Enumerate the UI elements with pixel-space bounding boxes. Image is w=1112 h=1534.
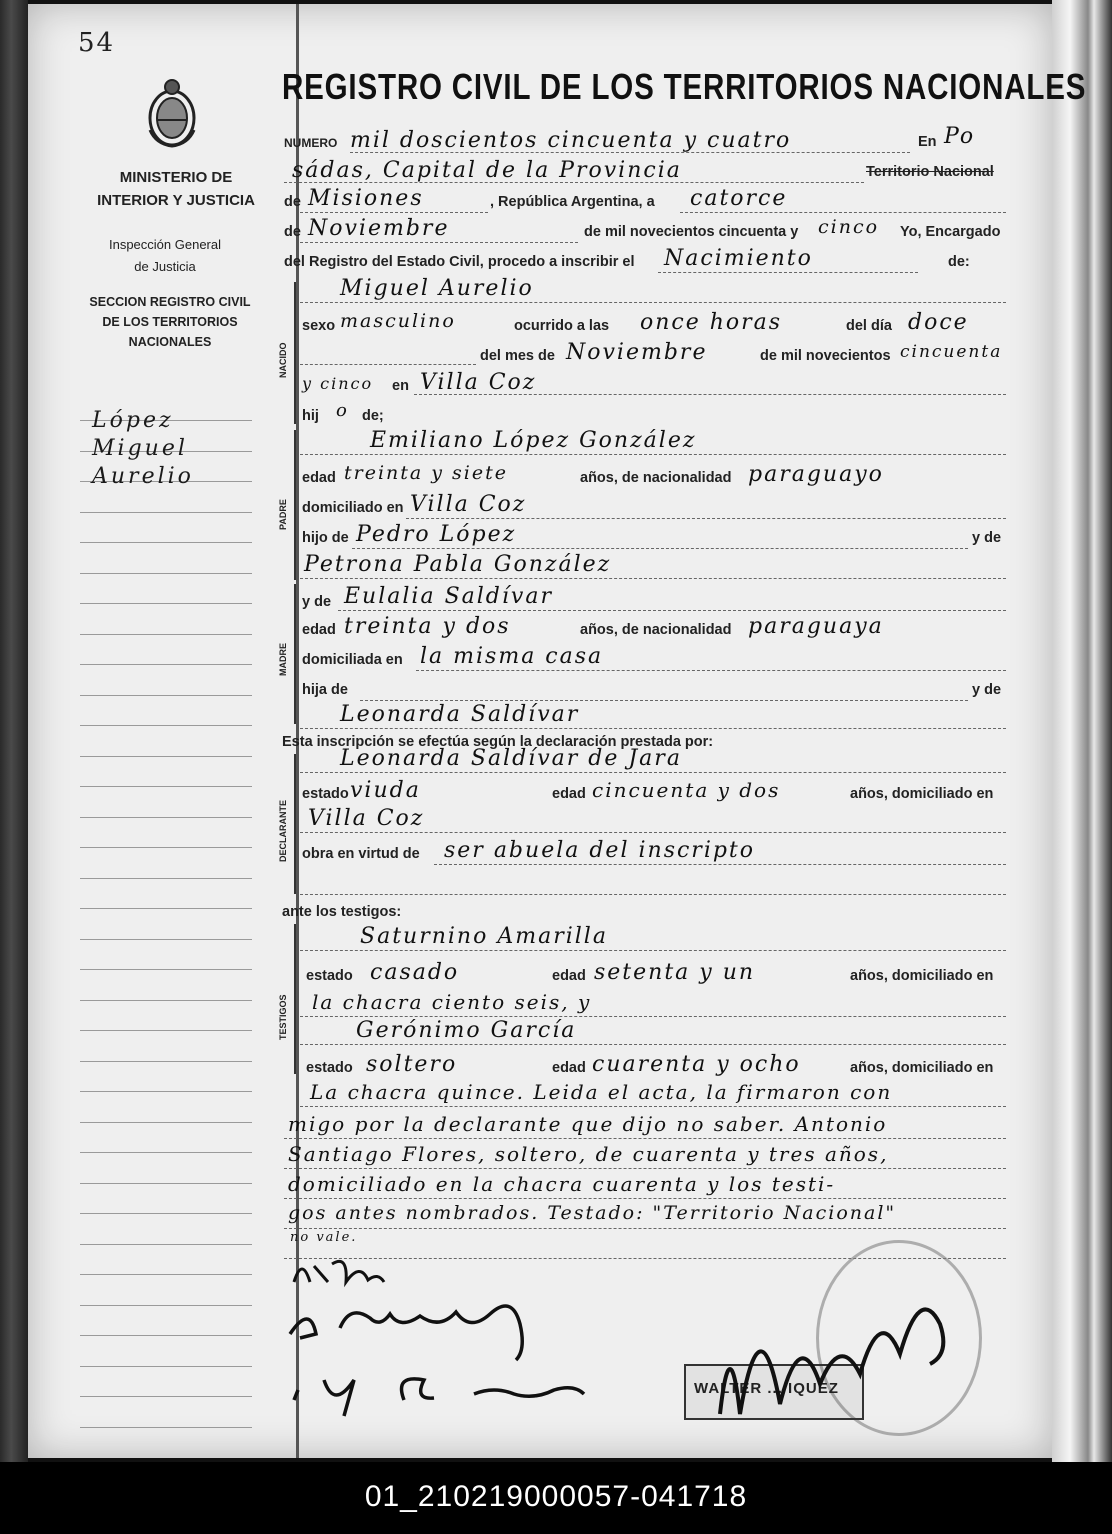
padre-nacionalidad: paraguayo (748, 462, 884, 487)
marginal-rule (80, 542, 252, 543)
obra-value: ser abuela del inscripto (444, 838, 756, 863)
territorio-label: Territorio Nacional (866, 164, 994, 180)
line-14 (416, 646, 1006, 671)
testigo-1-estado-label: estado (306, 968, 353, 984)
marginal-rule (80, 817, 252, 818)
marginal-rule (80, 1030, 252, 1031)
testigos-section-label: TESTIGOS (278, 994, 288, 1040)
note-line-4: gos antes nombrados. Testado: "Territorio Nacional" (288, 1202, 897, 1224)
note-line-1: migo por la declarante que dijo no saber. Antonio (288, 1112, 888, 1136)
madre-domicilio: la misma casa (420, 644, 604, 669)
de-label-2: de (284, 224, 301, 240)
line-12 (300, 554, 1006, 579)
testigo-2-domicilio: La chacra quince. Leida el acta, la firmaron con (310, 1080, 893, 1104)
note-line-5: no vale. (290, 1230, 358, 1245)
line-16 (300, 704, 1006, 729)
padre-edad: treinta y siete (344, 462, 509, 484)
declarante-domicilio: Villa Coz (308, 806, 425, 831)
testigo-1-estado: casado (370, 960, 460, 985)
testigo-1-name: Saturnino Amarilla (360, 924, 608, 949)
padre-y-de: y de (972, 530, 1002, 546)
page-number: 54 (78, 28, 116, 58)
line-6 (300, 278, 1006, 303)
declarante-estado-label: estado (302, 786, 349, 802)
mes-label: del mes de (480, 348, 555, 364)
page-edges (1052, 0, 1112, 1462)
madre-name: Eulalia Saldívar (344, 584, 553, 609)
marginal-rule (80, 512, 252, 513)
republica-label: , República Argentina, a (490, 194, 655, 210)
marginal-rule (80, 664, 252, 665)
line-9 (300, 430, 1006, 455)
sexo-value: masculino (340, 310, 456, 332)
madre-dom-label: domiciliada en (302, 652, 403, 668)
nacido-bracket (294, 282, 296, 424)
signature-initials (288, 1252, 398, 1292)
marginal-rule (80, 1213, 252, 1214)
testigo-1-domicilio: la chacra ciento seis, y (312, 990, 592, 1014)
line-27 (284, 1174, 1006, 1199)
padre-name: Emiliano López González (370, 428, 697, 453)
line-28 (284, 1204, 1006, 1229)
month-value: Noviembre (308, 216, 450, 241)
hijo-label: hij (302, 408, 319, 424)
marginal-rule (80, 1122, 252, 1123)
dia-label: del día (846, 318, 892, 334)
section-label: SECCION REGISTRO CIVIL DE LOS TERRITORIOS NACIONALES (89, 295, 251, 349)
line-11 (352, 524, 968, 549)
testigo-1-edad-label: edad (552, 968, 586, 984)
de-colon-label: de: (948, 254, 970, 270)
nacido-section-label: NACIDO (278, 342, 288, 378)
marginal-rule (80, 1366, 252, 1367)
padre-hijo-label: hijo de (302, 530, 349, 546)
marginal-rule (80, 1061, 252, 1062)
declaration-label: Esta inscripción se efectúa según la declaración prestada por: (282, 734, 714, 750)
testigo-2-edad-label: edad (552, 1060, 586, 1076)
testigo-2-edad: cuarenta y ocho (592, 1052, 801, 1077)
hora-value: once horas (640, 310, 783, 335)
marginal-rule (80, 634, 252, 635)
marginal-rule (80, 1396, 252, 1397)
marginal-middle-name: Aurelio (92, 464, 194, 489)
page-title: REGISTRO CIVIL DE LOS TERRITORIOS NACIONALES (282, 66, 1087, 107)
line-22 (300, 992, 1006, 1017)
marginal-rule (80, 1000, 252, 1001)
line-17 (300, 748, 1006, 773)
dia-value: doce (908, 310, 969, 335)
anio-label: de mil novecientos (760, 348, 891, 364)
year-label: de mil novecientos cincuenta y (584, 224, 799, 240)
testigo-2-estado-label: estado (306, 1060, 353, 1076)
marginal-rule (80, 847, 252, 848)
marginal-rule (80, 908, 252, 909)
line-2 (284, 158, 864, 183)
marginal-rule (80, 1183, 252, 1184)
declarante-edad-label: edad (552, 786, 586, 802)
signature-official (700, 1264, 970, 1434)
madre-madre: Leonarda Saldívar (340, 702, 580, 727)
declarante-bracket (294, 754, 296, 894)
line-13 (338, 586, 1006, 611)
madre-section-label: MADRE (278, 643, 288, 676)
declarante-name: Leonarda Saldívar de Jara (340, 746, 682, 771)
marginal-rule (80, 1305, 252, 1306)
line-8 (414, 370, 1006, 395)
obra-label: obra en virtud de (302, 846, 420, 862)
lugar-value: Villa Coz (420, 370, 537, 395)
declarante-estado: viuda (350, 778, 421, 803)
madre-bracket (294, 584, 296, 724)
de-semicolon-label: de; (362, 408, 384, 424)
locality-value: sádas, Capital de la Provincia (292, 158, 682, 183)
line-21 (300, 926, 1006, 951)
line-7 (300, 340, 476, 365)
testigo-1-edad: setenta y un (594, 960, 756, 985)
madre-hija-label: hija de (302, 682, 348, 698)
marginal-rule (80, 695, 252, 696)
padre-section-label: PADRE (278, 499, 288, 530)
de-label-1: de (284, 194, 301, 210)
line-23 (300, 1020, 1006, 1045)
line-1 (350, 128, 910, 153)
sexo-label: sexo (302, 318, 336, 334)
padre-edad-label: edad (302, 470, 336, 486)
marginal-surname: López (92, 408, 174, 433)
padre-bracket (294, 430, 296, 580)
note-line-3: domiciliado en la chacra cuarenta y los testi- (288, 1172, 836, 1196)
marginal-rule (80, 1152, 252, 1153)
marginal-rule (80, 603, 252, 604)
line-4 (300, 218, 578, 243)
line-5 (658, 248, 918, 273)
declarante-edad: cincuenta y dos (592, 778, 781, 802)
line-19 (434, 840, 1006, 865)
inscribir-label: del Registro del Estado Civil, procedo a inscribir el (284, 254, 635, 270)
marginal-rule (80, 939, 252, 940)
en-value: Po (944, 124, 976, 149)
marginal-rule (80, 969, 252, 970)
padre-padre: Pedro López (356, 522, 517, 547)
acto-value: Nacimiento (664, 246, 813, 271)
line-25 (284, 1114, 1006, 1139)
encargado-label: Yo, Encargado (900, 224, 1001, 240)
line-24 (300, 1082, 1006, 1107)
nacido-name: Miguel Aurelio (340, 276, 534, 301)
padre-domicilio: Villa Coz (410, 492, 527, 517)
marginal-rule (80, 756, 252, 757)
line-20 (300, 870, 1006, 895)
coat-of-arms-icon (146, 78, 198, 148)
ministry-label: MINISTERIO DE INTERIOR Y JUSTICIA (97, 169, 255, 209)
marginal-rule (80, 786, 252, 787)
note-line-2: Santiago Flores, soltero, de cuarenta y tres años, (288, 1142, 889, 1166)
numero-value: mil doscientos cincuenta y cuatro (350, 128, 792, 153)
signature-amarilla (280, 1294, 560, 1364)
line-3b (680, 188, 1006, 213)
year-value: cinco (818, 216, 880, 238)
en-label-2: en (392, 378, 409, 394)
marginal-rule (80, 1274, 252, 1275)
marginal-rule (80, 1427, 252, 1428)
declarante-dom-label: años, domiciliado en (850, 786, 994, 802)
madre-edad-label: edad (302, 622, 336, 638)
line-18 (300, 808, 1006, 833)
line-26 (284, 1144, 1006, 1169)
line-15 (360, 676, 968, 701)
marginal-rule (80, 1335, 252, 1336)
testigos-label: ante los testigos: (282, 904, 402, 920)
testigos-bracket (294, 924, 296, 1074)
line-10 (406, 494, 1006, 519)
testigo-2-dom-label: años, domiciliado en (850, 1060, 994, 1076)
padre-nac-label: años, de nacionalidad (580, 470, 732, 486)
testigo-1-dom-label: años, domiciliado en (850, 968, 994, 984)
madre-y-de: y de (972, 682, 1002, 698)
testigo-2-estado: soltero (366, 1052, 458, 1077)
marginal-rule (80, 878, 252, 879)
madre-y-de-label: y de (302, 594, 332, 610)
hijo-suffix: o (336, 400, 349, 421)
anio-value-2: y cinco (302, 374, 374, 393)
marginal-rule (80, 1091, 252, 1092)
scan-footer (0, 1462, 1112, 1534)
declarante-section-label: DECLARANTE (278, 800, 288, 862)
padre-dom-label: domiciliado en (302, 500, 404, 516)
marginal-given-name: Miguel (92, 436, 188, 461)
day-value: catorce (690, 186, 788, 211)
marginal-rule (80, 725, 252, 726)
signature-garcia (284, 1360, 604, 1420)
inspection-label: Inspección General de Justicia (108, 237, 221, 274)
mes-value: Noviembre (566, 340, 708, 365)
testigo-2-name: Gerónimo García (356, 1018, 577, 1043)
stamp-text: WALTER ... IQUEZ (694, 1380, 839, 1397)
padre-madre: Petrona Pabla González (304, 552, 612, 577)
en-label: En (918, 134, 937, 150)
ocurrido-label: ocurrido a las (514, 318, 610, 334)
line-3a (300, 188, 488, 213)
marginal-rule (80, 573, 252, 574)
marginal-rule (80, 1244, 252, 1245)
book-spine (0, 0, 28, 1462)
madre-nac-label: años, de nacionalidad (580, 622, 732, 638)
scan-id: 01_210219000057-041718 (364, 1480, 748, 1513)
madre-nacionalidad: paraguaya (748, 614, 884, 639)
madre-edad: treinta y dos (344, 614, 511, 639)
numero-label: NUMERO (284, 136, 338, 150)
province-value: Misiones (308, 186, 424, 211)
anio-value: cincuenta (900, 342, 1003, 362)
